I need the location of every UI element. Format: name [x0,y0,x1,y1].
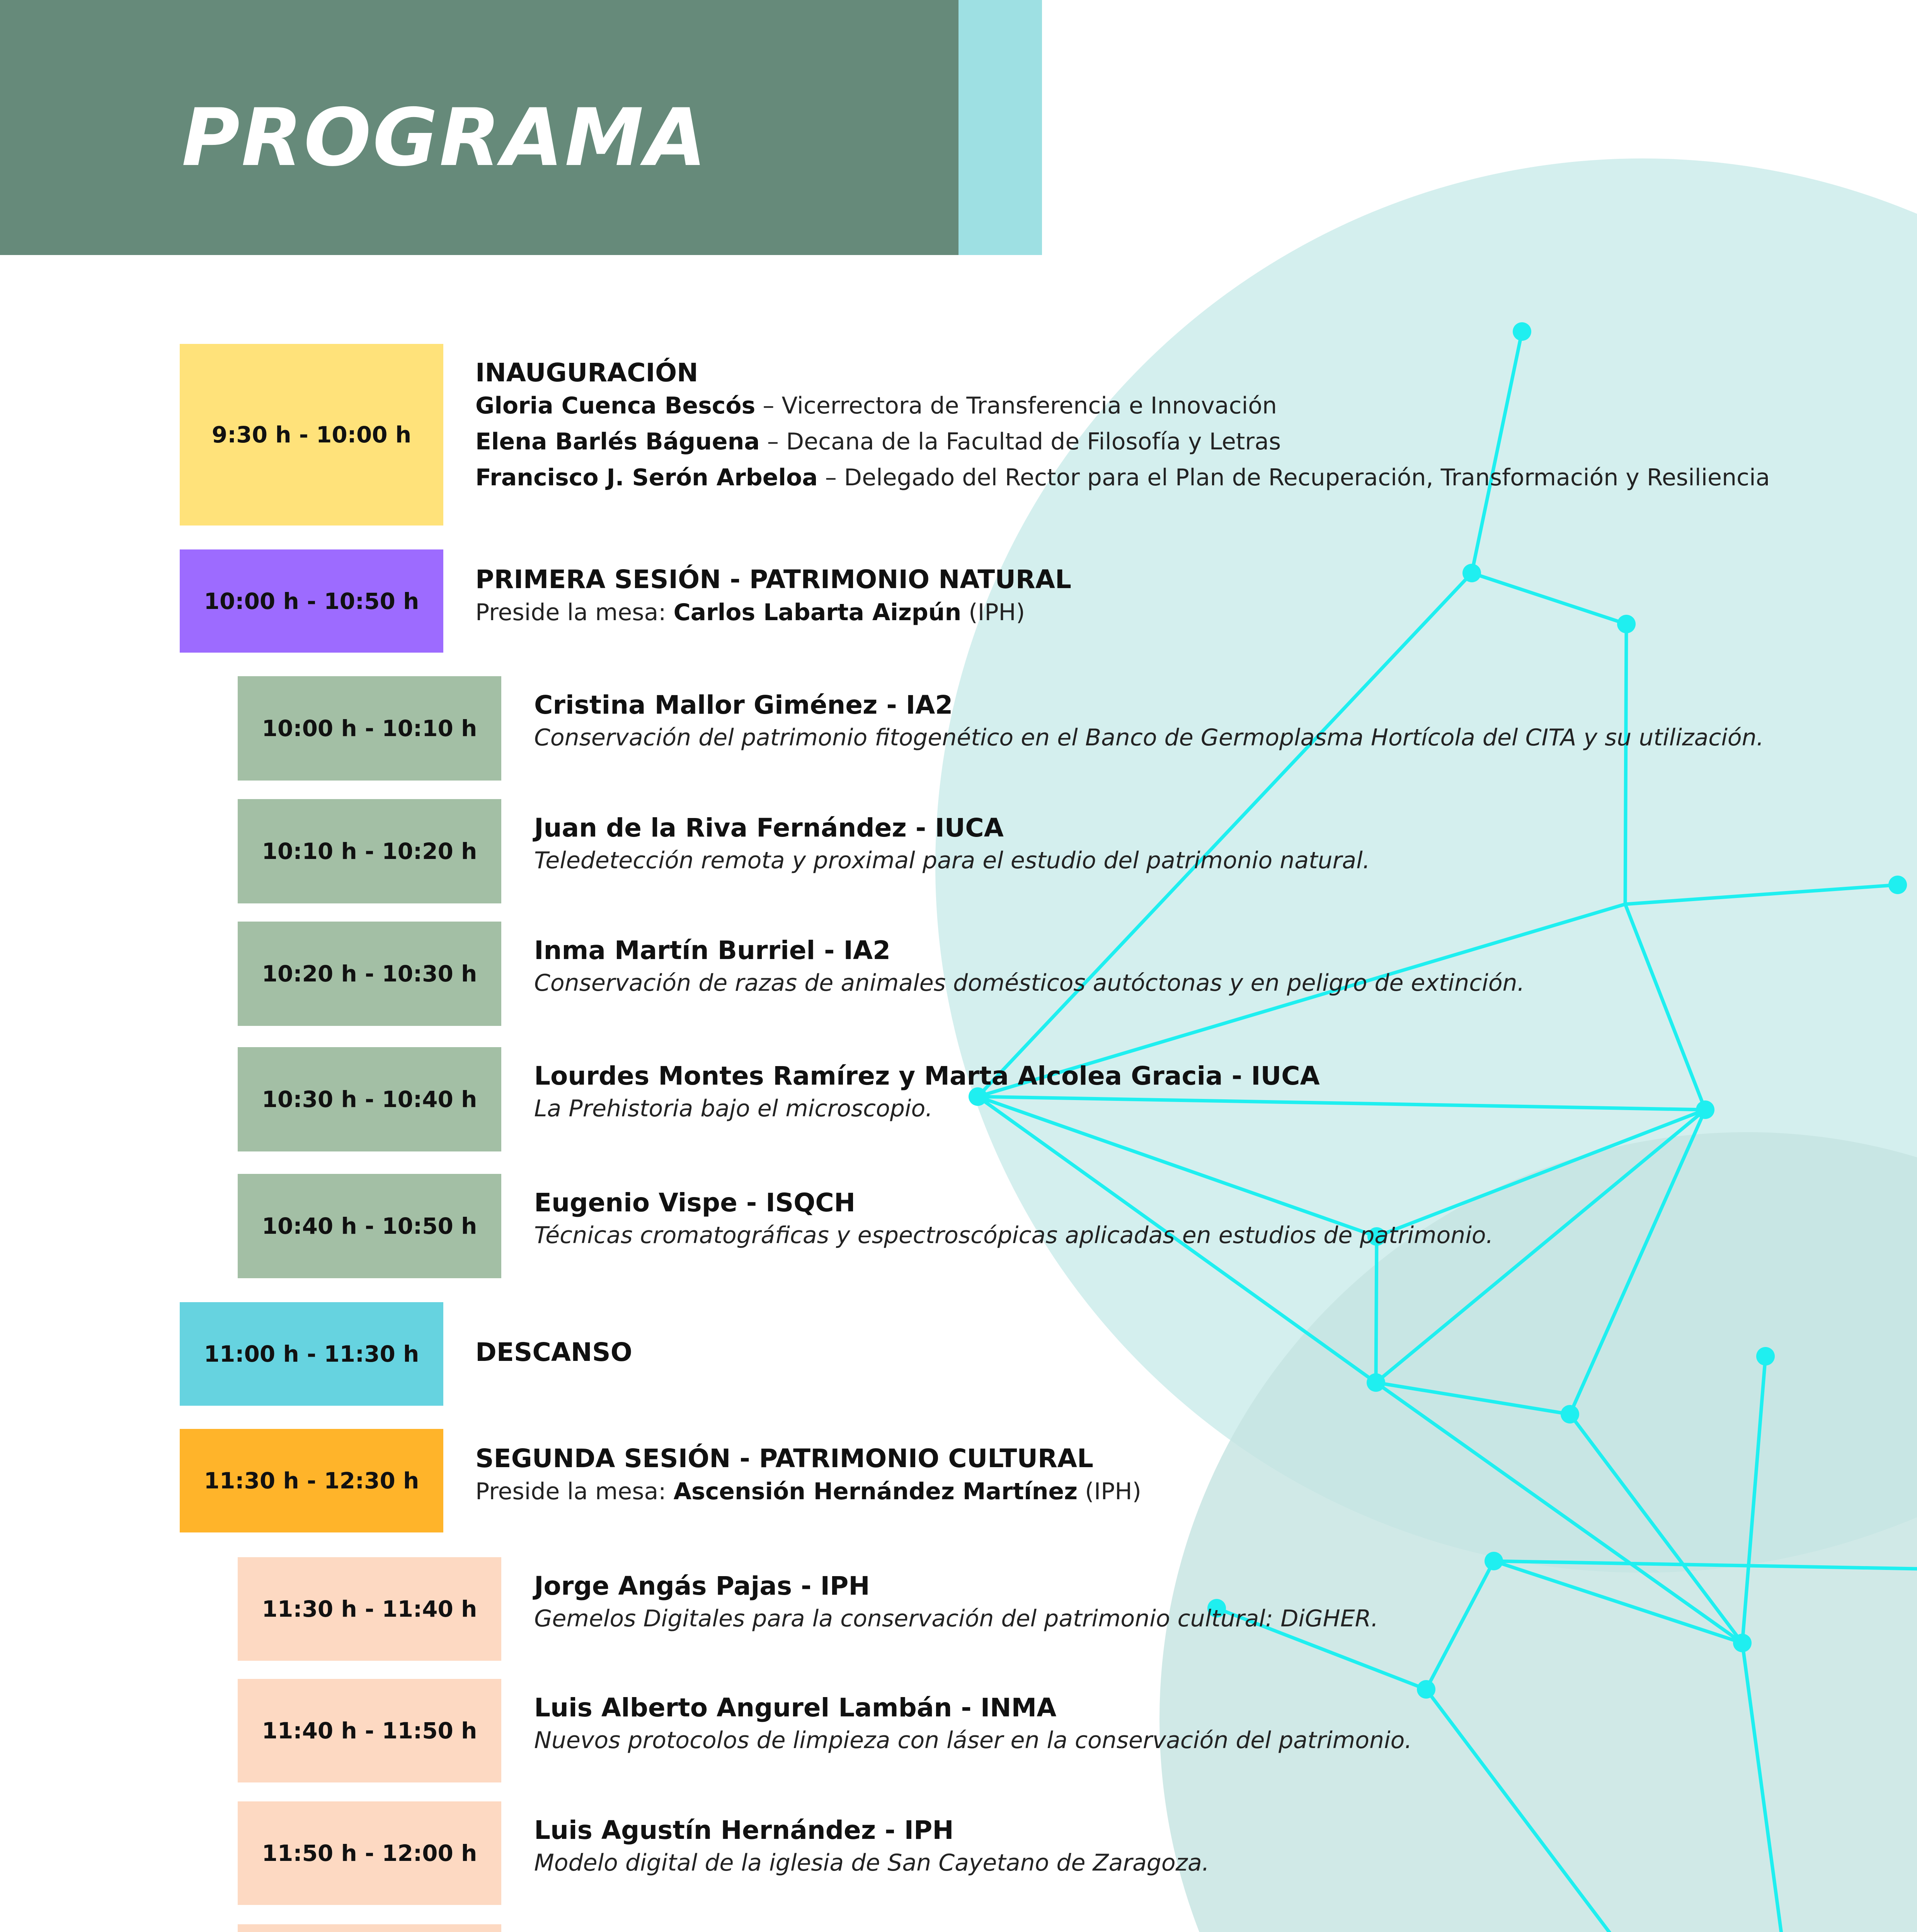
talk-topic: Modelo digital de la iglesia de San Cayetano de Zaragoza. [534,1849,1209,1877]
segunda-sesion-text [475,1443,1141,1510]
talk-speaker: Juan de la Riva Fernández - IUCA [534,813,1004,843]
talk-speaker: Cristina Mallor Giménez - IA2 [534,690,953,720]
talk-time-badge: 11:50 h - 12:00 h [238,1801,501,1905]
inauguracion-person-3: Francisco J. Serón Arbeloa – Delegado del Rector para el Plan de Recuperación, Transformación y Resiliencia [475,464,1770,492]
talk-time-badge: 10:10 h - 10:20 h [238,799,501,903]
talk-item [534,690,1764,755]
header-accent-block [958,0,1042,255]
talk-topic: Gemelos Digitales para la conservación del patrimonio cultural: DiGHER. [534,1605,1379,1633]
talk-speaker: Inma Martín Burriel - IA2 [534,935,891,965]
talk-speaker: Eugenio Vispe - ISQCH [534,1188,856,1218]
talk-topic: Conservación del patrimonio fitogenético en el Banco de Germoplasma Hortícola del CITA y su utilización. [534,724,1764,752]
talk-item [534,1571,1378,1636]
talk-speaker: Luis Agustín Hernández - IPH [534,1815,954,1845]
talk-time-badge: 11:30 h - 11:40 h [238,1557,501,1661]
primera-sesion-time: 10:00 h - 10:50 h [204,588,419,614]
descanso-time: 11:00 h - 11:30 h [204,1341,419,1367]
talk-time-badge: 11:40 h - 11:50 h [238,1679,501,1782]
descanso-title: DESCANSO [475,1337,632,1367]
primera-sesion-title: PRIMERA SESIÓN - PATRIMONIO NATURAL [475,565,1071,594]
talk-time-badge: 10:40 h - 10:50 h [238,1174,501,1278]
inauguracion-text [475,357,1770,496]
talk-speaker: Luis Alberto Angurel Lambán - INMA [534,1693,1057,1723]
primera-sesion-preside: Preside la mesa: Carlos Labarta Aizpún (IPH) [475,599,1025,626]
page-title: PROGRAMA [182,92,708,184]
talk-topic: Nuevos protocolos de limpieza con láser en la conservación del patrimonio. [534,1727,1412,1754]
talk-topic: Técnicas cromatográficas y espectroscópicas aplicadas en estudios de patrimonio. [534,1222,1493,1249]
talk-item [534,935,1525,1000]
segunda-sesion-title: SEGUNDA SESIÓN - PATRIMONIO CULTURAL [475,1444,1093,1473]
talk-topic: Conservación de razas de animales domésticos autóctonas y en peligro de extinción. [534,969,1525,997]
inauguracion-person-2: Elena Barlés Báguena – Decana de la Facultad de Filosofía y Letras [475,428,1281,456]
talk-item [534,1692,1412,1758]
segunda-sesion-preside: Preside la mesa: Ascensión Hernández Martínez (IPH) [475,1478,1141,1505]
descanso-text [475,1337,632,1367]
talk-item [534,813,1370,878]
segunda-sesion-time-badge [180,1429,443,1532]
talk-time-badge: 10:20 h - 10:30 h [238,922,501,1026]
talk-item [534,1815,1209,1880]
inauguracion-person-1: Gloria Cuenca Bescós – Vicerrectora de Transferencia e Innovación [475,392,1277,420]
talk-time-badge: 10:30 h - 10:40 h [238,1047,501,1151]
descanso-time-badge [180,1302,443,1406]
talk-topic: Teledetección remota y proximal para el estudio del patrimonio natural. [534,847,1370,874]
talk-speaker: Lourdes Montes Ramírez y Marta Alcolea Gracia - IUCA [534,1061,1320,1091]
primera-sesion-text [475,564,1071,631]
primera-sesion-time-badge [180,549,443,653]
talk-time-badge [238,1924,501,1932]
talk-item [534,1061,1320,1126]
talk-speaker: Jorge Angás Pajas - IPH [534,1571,870,1601]
talk-topic: La Prehistoria bajo el microscopio. [534,1095,933,1122]
talk-item [534,1187,1493,1253]
segunda-sesion-time: 11:30 h - 12:30 h [204,1468,419,1494]
inauguracion-time: 9:30 h - 10:00 h [211,422,412,448]
talk-time-badge: 10:00 h - 10:10 h [238,676,501,781]
inauguracion-title: INAUGURACIÓN [475,358,698,388]
inauguracion-time-badge [180,344,443,526]
